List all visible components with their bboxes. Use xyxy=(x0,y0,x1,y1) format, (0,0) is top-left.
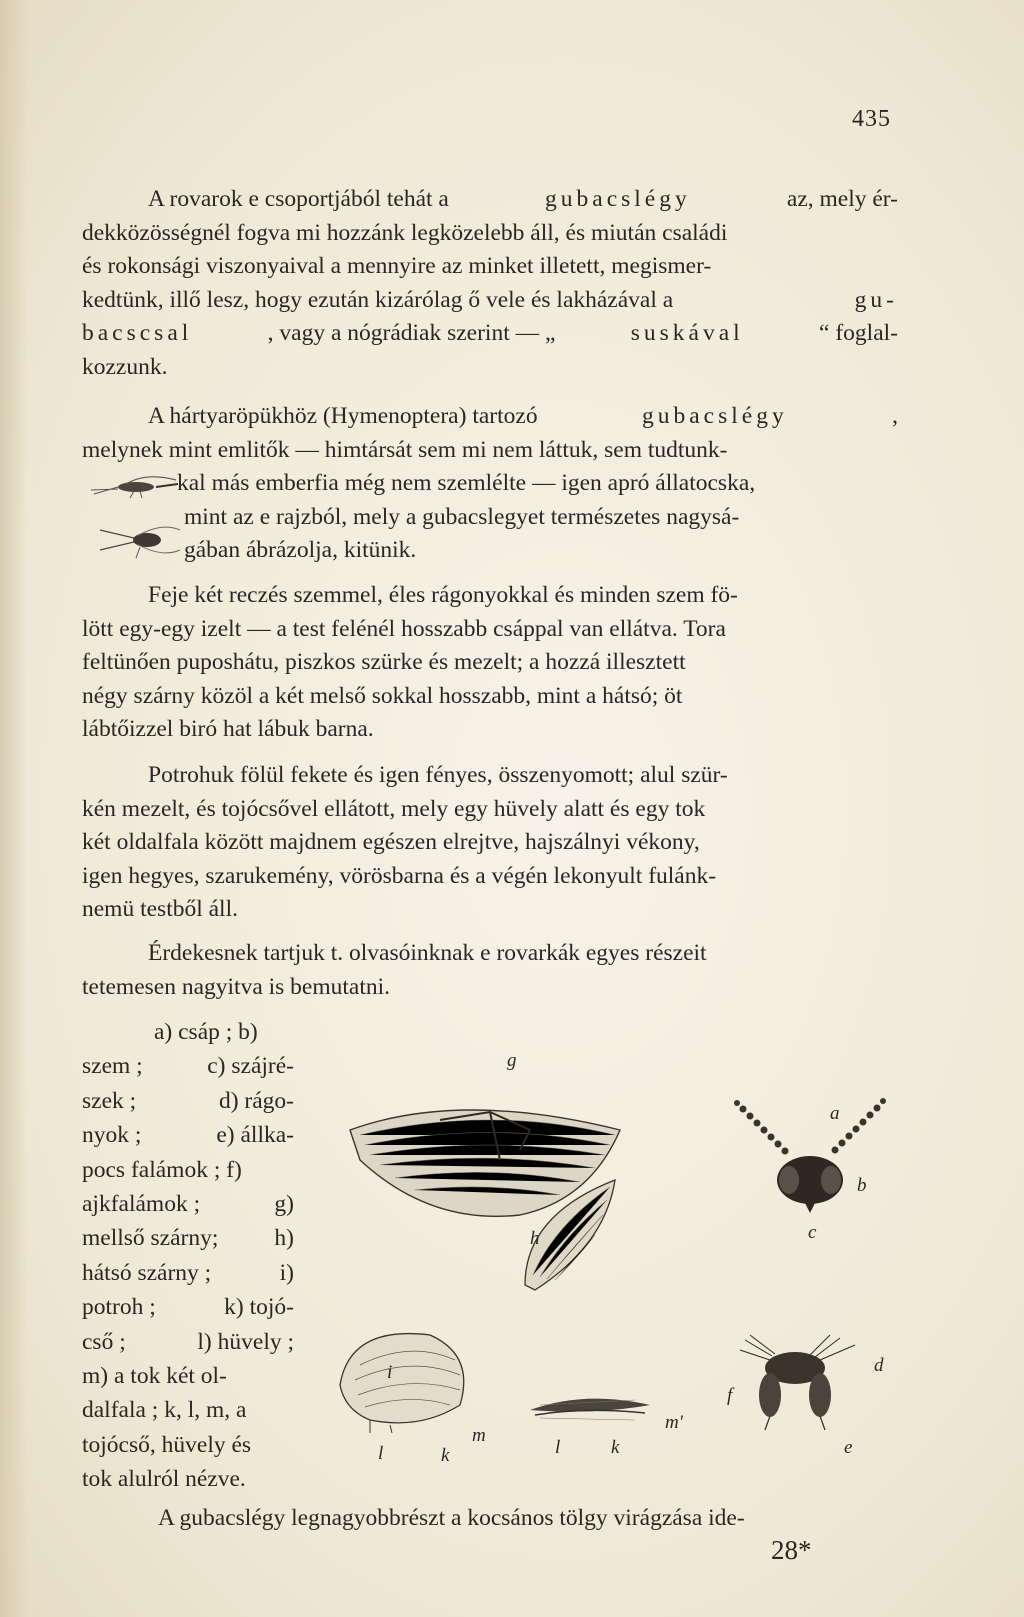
paragraph-5 xyxy=(82,937,898,1004)
text-line: mint az e rajzból, mely a gubacslegyet természetes nagysá- xyxy=(184,503,740,530)
text-line: Potrohuk fölül fekete és igen fényes, összenyomott; alul szür- xyxy=(148,762,728,788)
label-m-left: m xyxy=(472,1425,486,1446)
caption-line: dalfala ; k, l, m, a xyxy=(82,1397,247,1424)
text-line: két oldalfala között majdnem egészen elrejtve, hajszálnyi vékony, xyxy=(82,829,700,855)
label-b: b xyxy=(857,1175,867,1196)
paragraph-1 xyxy=(82,183,898,384)
label-k-left: k xyxy=(441,1445,450,1466)
label-e: e xyxy=(844,1437,853,1458)
caption-line: potroh ; k) tojó- xyxy=(82,1294,294,1321)
text-line: gában ábrázolja, kitünik. xyxy=(184,537,417,563)
caption-line: hátsó szárny ; i) xyxy=(82,1259,294,1286)
label-d: d xyxy=(874,1355,884,1376)
label-k-right: k xyxy=(611,1437,620,1458)
label-h: h xyxy=(530,1228,540,1249)
label-f: f xyxy=(727,1385,733,1406)
figure-caption xyxy=(82,1015,294,1497)
text-line: Érdekesnek tartjuk t. olvasóinknak e rovarkák egyes részeit xyxy=(148,940,707,966)
text-line: feltünően puposhátu, piszkos szürke és mezelt; a hozzá illesztett xyxy=(82,649,686,675)
page-edge-shadow xyxy=(0,0,28,1617)
caption-line: mellső szárny; h) xyxy=(82,1225,294,1252)
text-line: A hártyaröpükhöz (Hymenoptera) tartozó gubacslégy , xyxy=(148,403,898,429)
ovipositor-illustration xyxy=(525,1385,655,1435)
page-number: 435 xyxy=(852,106,891,132)
caption-line: pocs falámok ; f) xyxy=(82,1156,242,1183)
text-line: lött egy-egy izelt — a test felénél hosszabb csáppal van ellátva. Tora xyxy=(82,615,726,642)
label-c: c xyxy=(808,1222,817,1243)
abdomen-illustration xyxy=(330,1325,480,1435)
mouthparts-illustration xyxy=(730,1330,870,1440)
text-line: kén mezelt, és tojócsővel ellátott, mely egy hüvely alatt és egy tok xyxy=(82,795,706,822)
gallfly-natural-size-top-icon xyxy=(92,520,182,560)
caption-line: a) csáp ; b) xyxy=(154,1019,258,1045)
caption-line: tok alulról nézve. xyxy=(82,1466,246,1493)
caption-line: nyok ; e) állka- xyxy=(82,1122,294,1149)
paragraph-3 xyxy=(82,579,898,747)
label-g: g xyxy=(507,1050,517,1071)
bottom-text-line: A gubacslégy legnagyobbrészt a kocsános tölgy virágzása ide- xyxy=(158,1505,745,1531)
paragraph-2 xyxy=(82,400,898,568)
head-illustration xyxy=(725,1095,895,1215)
text-line: nemü testből áll. xyxy=(82,896,238,922)
text-line: kal más emberfia még nem szemlélte — igen apró állatocska, xyxy=(177,470,756,496)
caption-line: cső ; l) hüvely ; xyxy=(82,1328,294,1355)
text-line: tetemesen nagyitva is bemutatni. xyxy=(82,973,391,1000)
caption-line: m) a tok két ol- xyxy=(82,1363,227,1390)
text-line: dekközösségnél fogva mi hozzánk legközelebb áll, és miután családi xyxy=(82,219,728,246)
label-l-left: l xyxy=(378,1443,384,1464)
text-line: igen hegyes, szarukemény, vörösbarna és a végén lekonyult fulánk- xyxy=(82,862,717,889)
signature-mark: 28* xyxy=(771,1535,812,1565)
text-line: kozzunk. xyxy=(82,353,168,380)
text-line: A rovarok e csoportjából tehát a gubacslégy az, mely ér- xyxy=(148,186,898,212)
text-line: lábtőizzel biró hat lábuk barna. xyxy=(82,716,374,742)
label-m-right: m' xyxy=(665,1412,683,1433)
paragraph-4 xyxy=(82,759,898,927)
caption-line: szem ; c) szájré- xyxy=(82,1053,294,1080)
gallfly-natural-size-side-icon xyxy=(86,472,186,500)
text-line: kedtünk, illő lesz, hogy ezután kizárólag ő vele és lakházával a gu- xyxy=(82,286,898,313)
label-l-right: l xyxy=(555,1437,561,1458)
text-line: négy szárny közöl a két melső sokkal hosszabb, mint a hátsó; öt xyxy=(82,682,683,709)
caption-line: tojócső, hüvely és xyxy=(82,1431,252,1458)
text-line: Feje két reczés szemmel, éles rágonyokkal és minden szem fö- xyxy=(148,582,738,608)
text-line: és rokonsági viszonyaival a mennyire az minket illetett, megismer- xyxy=(82,253,712,279)
caption-line: ajkfalámok ; g) xyxy=(82,1191,294,1218)
text-line: bacscsal , vagy a nógrádiak szerint — „ suskával “ foglal- xyxy=(82,320,898,346)
label-i: i xyxy=(387,1362,393,1383)
text-line: melynek mint emlitők — himtársát sem mi nem láttuk, sem tudtunk- xyxy=(82,436,728,463)
label-a: a xyxy=(830,1103,840,1124)
caption-line: szek ; d) rágo- xyxy=(82,1087,294,1114)
